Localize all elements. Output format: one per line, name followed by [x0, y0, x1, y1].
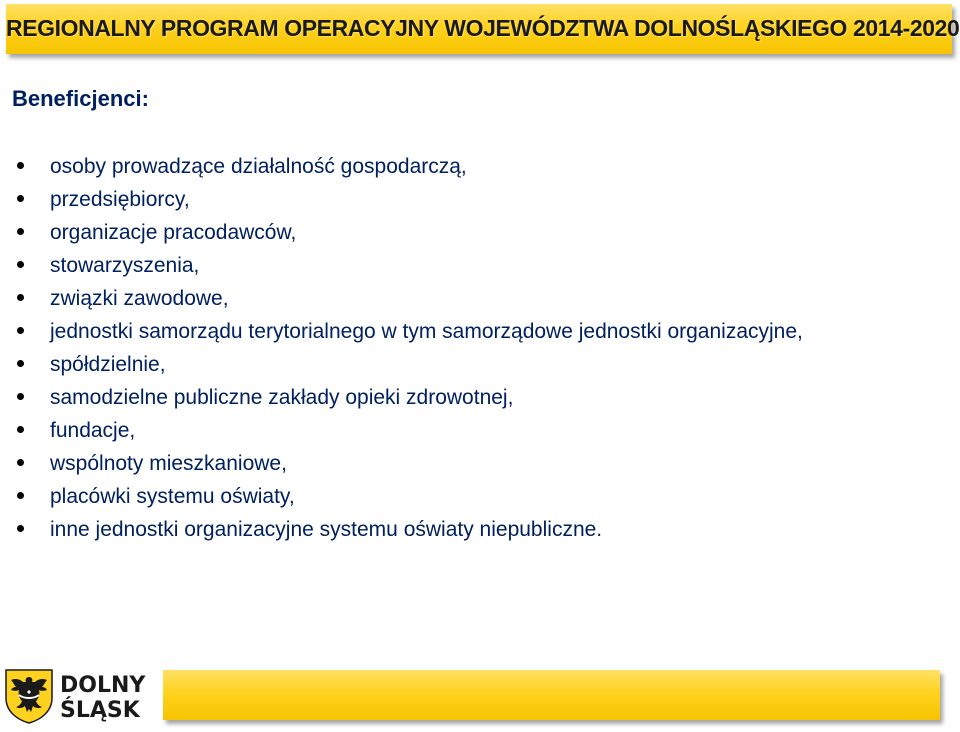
list-item-text: związki zawodowe, — [50, 287, 229, 310]
bullet-icon — [17, 492, 24, 499]
eagle-coat-of-arms-icon — [6, 670, 52, 723]
list-item-text: inne jednostki organizacyjne systemu oświaty niepubliczne. — [50, 518, 603, 541]
bullet-icon — [17, 393, 24, 400]
bullet-icon — [17, 525, 24, 532]
bullet-icon — [17, 459, 24, 466]
list-item — [0, 513, 960, 546]
logo-svg — [4, 668, 162, 724]
list-item — [0, 480, 960, 513]
bullet-icon — [17, 261, 24, 268]
list-item — [0, 183, 960, 216]
list-item — [0, 447, 960, 480]
bullet-icon — [17, 228, 24, 235]
list-item — [0, 216, 960, 249]
title-banner — [6, 4, 960, 54]
list-item-text: spółdzielnie, — [50, 353, 166, 376]
list-item — [0, 249, 960, 282]
dolny-slask-logo — [4, 668, 162, 724]
list-item-text: wspólnoty mieszkaniowe, — [50, 452, 287, 475]
bullet-icon — [17, 162, 24, 169]
list-item — [0, 282, 960, 315]
bullet-icon — [17, 294, 24, 301]
list-item — [0, 150, 960, 183]
list-item-text: organizacje pracodawców, — [50, 221, 297, 244]
list-item-text: przedsiębiorcy, — [50, 188, 190, 211]
beneficiaries-heading: Beneficjenci: — [12, 86, 149, 111]
banner-title: REGIONALNY PROGRAM OPERACYJNY WOJEWÓDZTWA DOLNOŚLĄSKIEGO 2014-2020 — [6, 15, 960, 41]
beneficiaries-list — [0, 150, 960, 546]
footer-banner — [163, 670, 940, 720]
bullet-icon — [17, 327, 24, 334]
bullet-icon — [17, 426, 24, 433]
list-item-text: fundacje, — [50, 419, 136, 442]
list-item-text: jednostki samorządu terytorialnego w tym samorządowe jednostki organizacyjne, — [50, 320, 803, 343]
list-item-text: samodzielne publiczne zakłady opieki zdrowotnej, — [50, 386, 514, 409]
list-item-text: osoby prowadzące działalność gospodarczą, — [50, 155, 467, 178]
bullet-icon — [17, 195, 24, 202]
list-item-text: placówki systemu oświaty, — [50, 485, 295, 508]
list-item — [0, 348, 960, 381]
list-item — [0, 315, 960, 348]
list-item — [0, 381, 960, 414]
list-item-text: stowarzyszenia, — [50, 254, 200, 277]
logo-line1: DOLNY — [60, 673, 146, 698]
logo-line2: ŚLĄSK — [60, 698, 140, 723]
list-item — [0, 414, 960, 447]
bullet-icon — [17, 360, 24, 367]
